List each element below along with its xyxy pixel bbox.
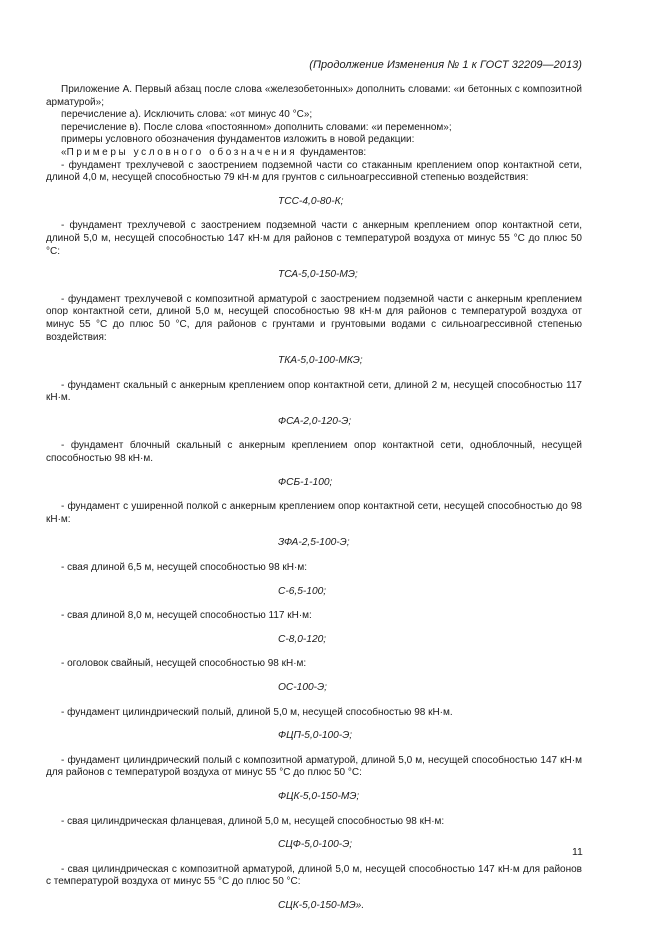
designation-code: ФЦП-5,0-100-Э; (278, 730, 353, 742)
designation-code: ОС-100-Э; (278, 682, 327, 693)
example-description: - оголовок свайный, несущей способностью 98 кН·м: (61, 658, 307, 670)
example-description: - фундамент трехлучевой с заострением подземной части с анкерным креплением опор контактной сети, длиной 5,0 м, несущей способностью 147 кН·м для районов с температурой воздуха от минус 55 °С до плюс 50 °С: (46, 220, 582, 257)
designation-code: ТСА-5,0-150-МЭ; (278, 269, 358, 281)
page-number: 11 (572, 846, 583, 858)
designation-code: ЗФА-2,5-100-Э; (278, 537, 350, 549)
example-description: - свая длиной 6,5 м, несущей способностью 98 кН·м: (61, 562, 308, 574)
example-description: - фундамент трехлучевой с композитной арматурой с заострением подземной части с анкерным креплением опор контактной сети, длиной 5,0 м, несущей способностью 98 кН·м для районов с температурой воздуха от минус 55 °С до плюс 50 °С, для районов с грунтами и грунтовыми водами с сильноагрессивной степенью воздействия: (46, 293, 582, 343)
example-description: - фундамент скальный с анкерным креплением опор контактной сети, длиной 2 м, несущей способностью 117 кН·м. (46, 379, 582, 404)
example-description: - свая длиной 8,0 м, несущей способностью 117 кН·м: (61, 610, 312, 622)
examples-heading-spaced: Примеры условного обозначения (66, 146, 298, 158)
example-description: - фундамент с уширенной полкой с анкерным креплением опор контактной сети, несущей способностью до 98 кН·м: (46, 501, 582, 525)
designation-code: СЦК-5,0-150-МЭ». (278, 899, 365, 911)
designation-code: ТКА-5,0-100-МКЭ; (278, 355, 363, 367)
page-header: (Продолжение Изменения № 1 к ГОСТ 32209—2013) (309, 59, 582, 71)
examples-heading (46, 147, 582, 160)
quote-open: « (61, 146, 67, 158)
enumeration-b: перечисление в). После слова «постоянном» дополнить словами: «и переменном»; (61, 121, 452, 133)
examples-heading-tail: фундаментов: (297, 146, 367, 158)
example-description: - свая цилиндрическая с композитной арматурой, длиной 5,0 м, несущей способностью 147 кН·м для районов с температурой воздуха от минус 55 °С до плюс 50 °С: (46, 863, 582, 888)
designation-code: ФЦК-5,0-150-МЭ; (278, 790, 360, 802)
designation-code: ТСС-4,0-80-К; (278, 195, 344, 207)
enumeration-a: перечисление а). Исключить слова: «от минус 40 °С»; (61, 109, 313, 121)
example-description: - фундамент цилиндрический полый, длиной 5,0 м, несущей способностью 98 кН·м. (61, 706, 453, 718)
designation-code: ФСБ-1-100; (278, 476, 333, 488)
example-description: - фундамент трехлучевой с заострением подземной части со стаканным креплением опор контактной сети, длиной 4,0 м, несущей способностью 79 кН·м для грунтов с сильноагрессивной степенью воздействия: (46, 159, 582, 184)
designation-code: СЦФ-5,0-100-Э; (278, 839, 353, 851)
designation-code: С-6,5-100; (278, 585, 327, 597)
example-description: - свая цилиндрическая фланцевая, длиной 5,0 м, несущей способностью 98 кН·м: (61, 815, 445, 827)
example-description: - фундамент блочный скальный с анкерным креплением опор контактной сети, одноблочный, несущей способностью 98 кН·м. (46, 440, 582, 465)
appendix-paragraph: Приложение А. Первый абзац после слова «железобетонных» дополнить словами: «и бетонных с композитной арматурой»; (46, 84, 582, 108)
document-body (46, 84, 582, 913)
designation-code: С-8,0-120; (278, 633, 327, 645)
designation-code: ФСА-2,0-120-Э; (278, 415, 352, 427)
example-description: - фундамент цилиндрический полый с композитной арматурой, длиной 5,0 м, несущей способностью 147 кН·м для районов с температурой воздуха от минус 55 °С до плюс 50 °С: (46, 754, 582, 779)
examples-new-edition: примеры условного обозначения фундаментов изложить в новой редакции: (61, 134, 415, 146)
